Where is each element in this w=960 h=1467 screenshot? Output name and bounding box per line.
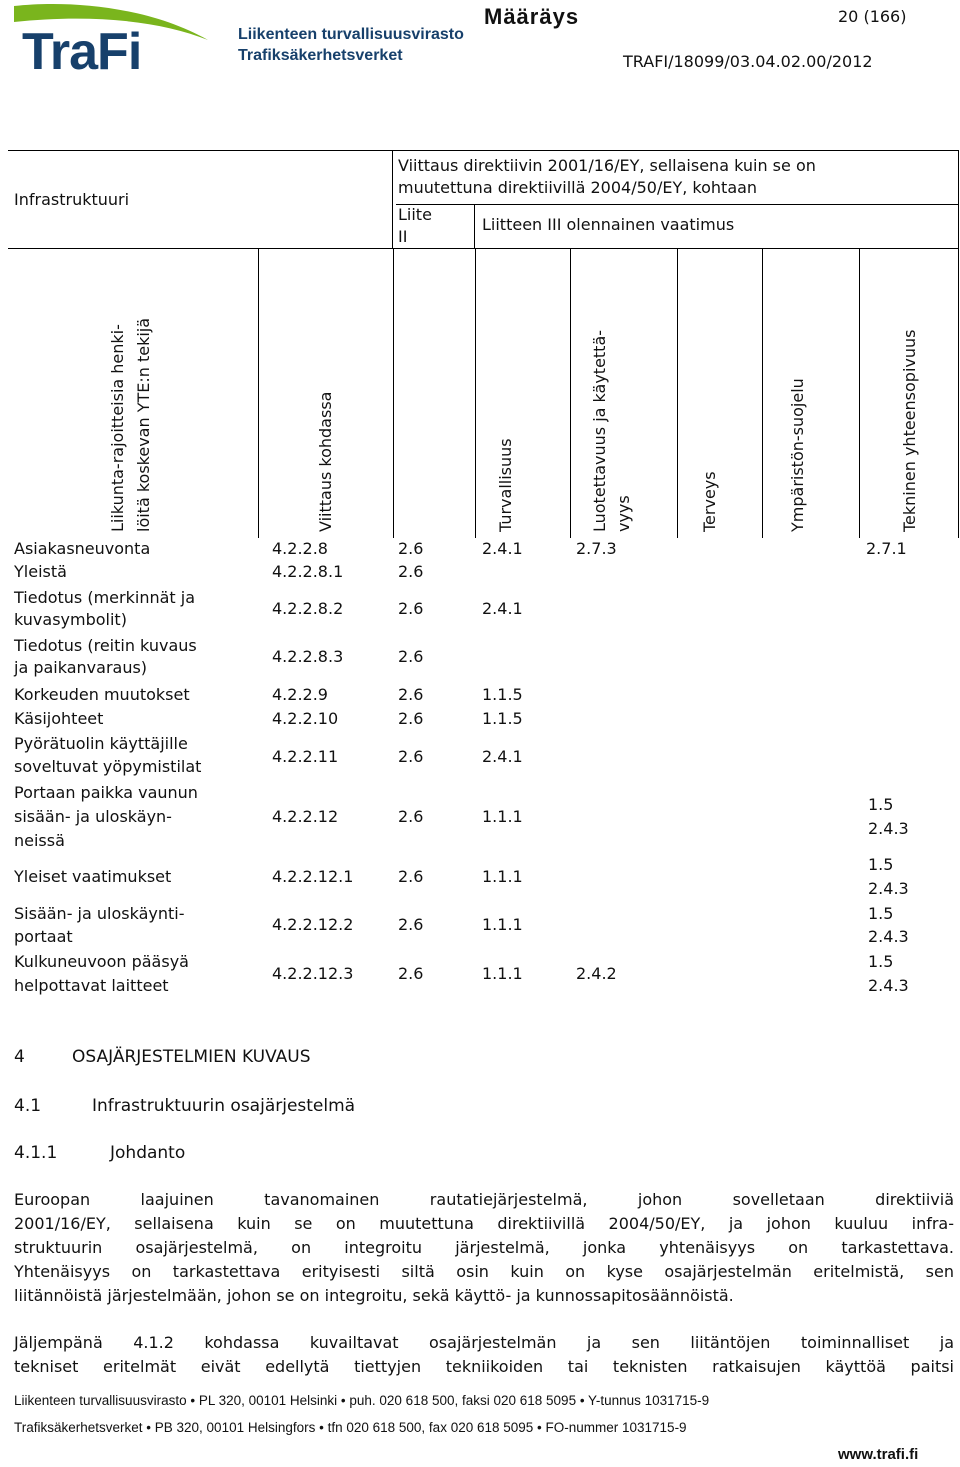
table-rule (474, 204, 475, 248)
column-header-safety: Turvallisuus (496, 438, 515, 532)
footer-contact-sv: Trafiksäkerhetsverket • PB 320, 00101 Helsingfors • tfn 020 618 500, fax 020 618 5095 • FO-nummer 1031715-9 (14, 1420, 687, 1435)
table-rule (396, 204, 958, 205)
row-compatibility: 1.5 (868, 904, 894, 923)
row-reference: 4.2.2.8.3 (272, 647, 344, 666)
row-reference: 4.2.2.12.3 (272, 964, 354, 983)
table-rule (392, 150, 393, 248)
row-label: Tiedotus (merkinnät ja (14, 588, 196, 607)
row-label: Asiakasneuvonta (14, 539, 151, 558)
row-safety: 1.1.1 (482, 915, 523, 934)
row-annex-ii: 2.6 (398, 867, 424, 886)
row-reference: 4.2.2.8 (272, 539, 328, 558)
row-annex-ii: 2.6 (398, 562, 424, 581)
paragraph-line: 2001/16/EY, sellaisena kuin se on muutettuna direktiivillä 2004/50/EY, ja johon kuuluu infra- (14, 1214, 954, 1233)
table-rule (570, 248, 571, 538)
row-label: soveltuvat yöpymistilat (14, 757, 202, 776)
section-4-1-1-number: 4.1.1 (14, 1143, 58, 1163)
column-header-prm: Liikunta-rajoitteisia henki- (108, 324, 127, 532)
row-label: Käsijohteet (14, 709, 104, 728)
row-label: neissä (14, 831, 65, 850)
column-header-reference: Viittaus kohdassa (316, 391, 335, 532)
row-reference: 4.2.2.10 (272, 709, 339, 728)
row-compatibility: 2.7.1 (866, 539, 907, 558)
row-reliability: 2.4.2 (576, 964, 617, 983)
row-safety: 1.1.5 (482, 709, 523, 728)
column-header-prm: löitä koskevan YTE:n tekijä (134, 317, 153, 532)
column-header-reliability: vyys (614, 495, 633, 532)
section-4-number: 4 (14, 1047, 25, 1067)
row-safety: 2.4.1 (482, 747, 523, 766)
row-safety: 1.1.1 (482, 964, 523, 983)
row-annex-ii: 2.6 (398, 599, 424, 618)
table-rule (859, 248, 860, 538)
annex-ii-header: Liite (398, 205, 432, 224)
row-label: kuvasymbolit) (14, 610, 127, 629)
row-safety: 1.1.5 (482, 685, 523, 704)
column-header-compatibility: Tekninen yhteensopivuus (900, 329, 919, 532)
row-safety: 1.1.1 (482, 807, 523, 826)
row-label: sisään- ja uloskäyn- (14, 807, 172, 826)
logo-wordmark: TraFi (22, 23, 142, 81)
table-rule (475, 248, 476, 538)
directive-reference-header: Viittaus direktiivin 2001/16/EY, sellaisena kuin se on (398, 156, 816, 175)
section-4-1-1-title: Johdanto (110, 1143, 186, 1163)
footer-contact-fi: Liikenteen turvallisuusvirasto • PL 320, 00101 Helsinki • puh. 020 618 500, faksi 020 618 5095 • Y-tunnus 1031715-9 (14, 1393, 710, 1408)
paragraph-line: Jäljempänä 4.1.2 kohdassa kuvailtavat osajärjestelmän ja sen liitäntöjen toiminnalliset ja (14, 1333, 954, 1352)
row-annex-ii: 2.6 (398, 915, 424, 934)
paragraph-line: struktuurin osajärjestelmä, on integroitu järjestelmä, jonka yhtenäisyys on tarkastettava. (14, 1238, 954, 1257)
row-reference: 4.2.2.9 (272, 685, 328, 704)
row-annex-ii: 2.6 (398, 964, 424, 983)
row-annex-ii: 2.6 (398, 807, 424, 826)
section-4-1-title: Infrastruktuurin osajärjestelmä (92, 1096, 356, 1116)
row-safety: 2.4.1 (482, 539, 523, 558)
table-rule (258, 248, 259, 538)
row-label: Sisään- ja uloskäynti- (14, 904, 185, 923)
table-rule (393, 248, 394, 538)
agency-name-sv: Trafiksäkerhetsverket (238, 47, 403, 64)
row-compatibility: 1.5 (868, 952, 894, 971)
row-compatibility: 1.5 (868, 855, 894, 874)
paragraph-line: Euroopan laajuinen tavanomainen rautatiejärjestelmä, johon sovelletaan direktiiviä (14, 1190, 954, 1209)
paragraph-line: liitännöistä järjestelmään, johon se on integroitu, sekä käyttö- ja kunnossapitosäännöistä. (14, 1286, 734, 1305)
paragraph-line: tekniset eritelmät eivät edellytä tiettyjen tekniikoiden tai teknisten ratkaisujen käyttöä paitsi (14, 1357, 954, 1376)
annex-iii-header: Liitteen III olennainen vaatimus (482, 215, 735, 234)
row-compatibility: 2.4.3 (868, 927, 909, 946)
row-reference: 4.2.2.12.2 (272, 915, 354, 934)
row-label: ja paikanvaraus) (14, 658, 148, 677)
footer-website-link[interactable]: www.trafi.fi (838, 1446, 919, 1463)
row-label: Pyörätuolin käyttäjille (14, 734, 188, 753)
row-safety: 2.4.1 (482, 599, 523, 618)
row-label: Tiedotus (reitin kuvaus (14, 636, 197, 655)
document-reference: TRAFI/18099/03.04.02.00/2012 (623, 52, 873, 71)
column-header-health: Terveys (700, 471, 719, 532)
row-annex-ii: 2.6 (398, 647, 424, 666)
row-reference: 4.2.2.11 (272, 747, 339, 766)
paragraph-line: Yhtenäisyys on tarkastettava erityisesti siltä osin kuin on kyse osajärjestelmän eritelmistä, sen (14, 1262, 954, 1281)
column-header-environment: Ympäristön-suojelu (788, 378, 807, 532)
row-label: helpottavat laitteet (14, 976, 169, 995)
row-safety: 1.1.1 (482, 867, 523, 886)
row-annex-ii: 2.6 (398, 709, 424, 728)
row-label: portaat (14, 927, 73, 946)
row-label: Kulkuneuvoon pääsyä (14, 952, 189, 971)
row-compatibility: 2.4.3 (868, 819, 909, 838)
row-label: Yleistä (14, 562, 67, 581)
row-compatibility: 1.5 (868, 795, 894, 814)
row-compatibility: 2.4.3 (868, 976, 909, 995)
row-compatibility: 2.4.3 (868, 879, 909, 898)
row-annex-ii: 2.6 (398, 539, 424, 558)
column-header-reliability: Luotettavuus ja käytettä- (590, 329, 609, 532)
table-rule (8, 150, 958, 151)
row-label: Portaan paikka vaunun (14, 783, 198, 802)
row-annex-ii: 2.6 (398, 685, 424, 704)
directive-reference-header: muutettuna direktiivillä 2004/50/EY, kohtaan (398, 178, 758, 197)
table-rule (762, 248, 763, 538)
section-4-title: OSAJÄRJESTELMIEN KUVAUS (72, 1047, 311, 1067)
row-reference: 4.2.2.12.1 (272, 867, 354, 886)
table-rule (958, 150, 959, 538)
row-label: Korkeuden muutokset (14, 685, 190, 704)
section-4-1-number: 4.1 (14, 1096, 42, 1116)
infrastructure-header: Infrastruktuuri (14, 190, 130, 209)
annex-ii-header: II (398, 227, 408, 246)
row-reliability: 2.7.3 (576, 539, 617, 558)
document-type: Määräys (484, 4, 580, 29)
agency-name-fi: Liikenteen turvallisuusvirasto (238, 26, 464, 43)
row-reference: 4.2.2.12 (272, 807, 339, 826)
table-rule (8, 248, 958, 249)
row-reference: 4.2.2.8.1 (272, 562, 344, 581)
row-reference: 4.2.2.8.2 (272, 599, 344, 618)
row-annex-ii: 2.6 (398, 747, 424, 766)
page-number: 20 (166) (838, 7, 907, 26)
row-label: Yleiset vaatimukset (14, 867, 172, 886)
table-rule (677, 248, 678, 538)
